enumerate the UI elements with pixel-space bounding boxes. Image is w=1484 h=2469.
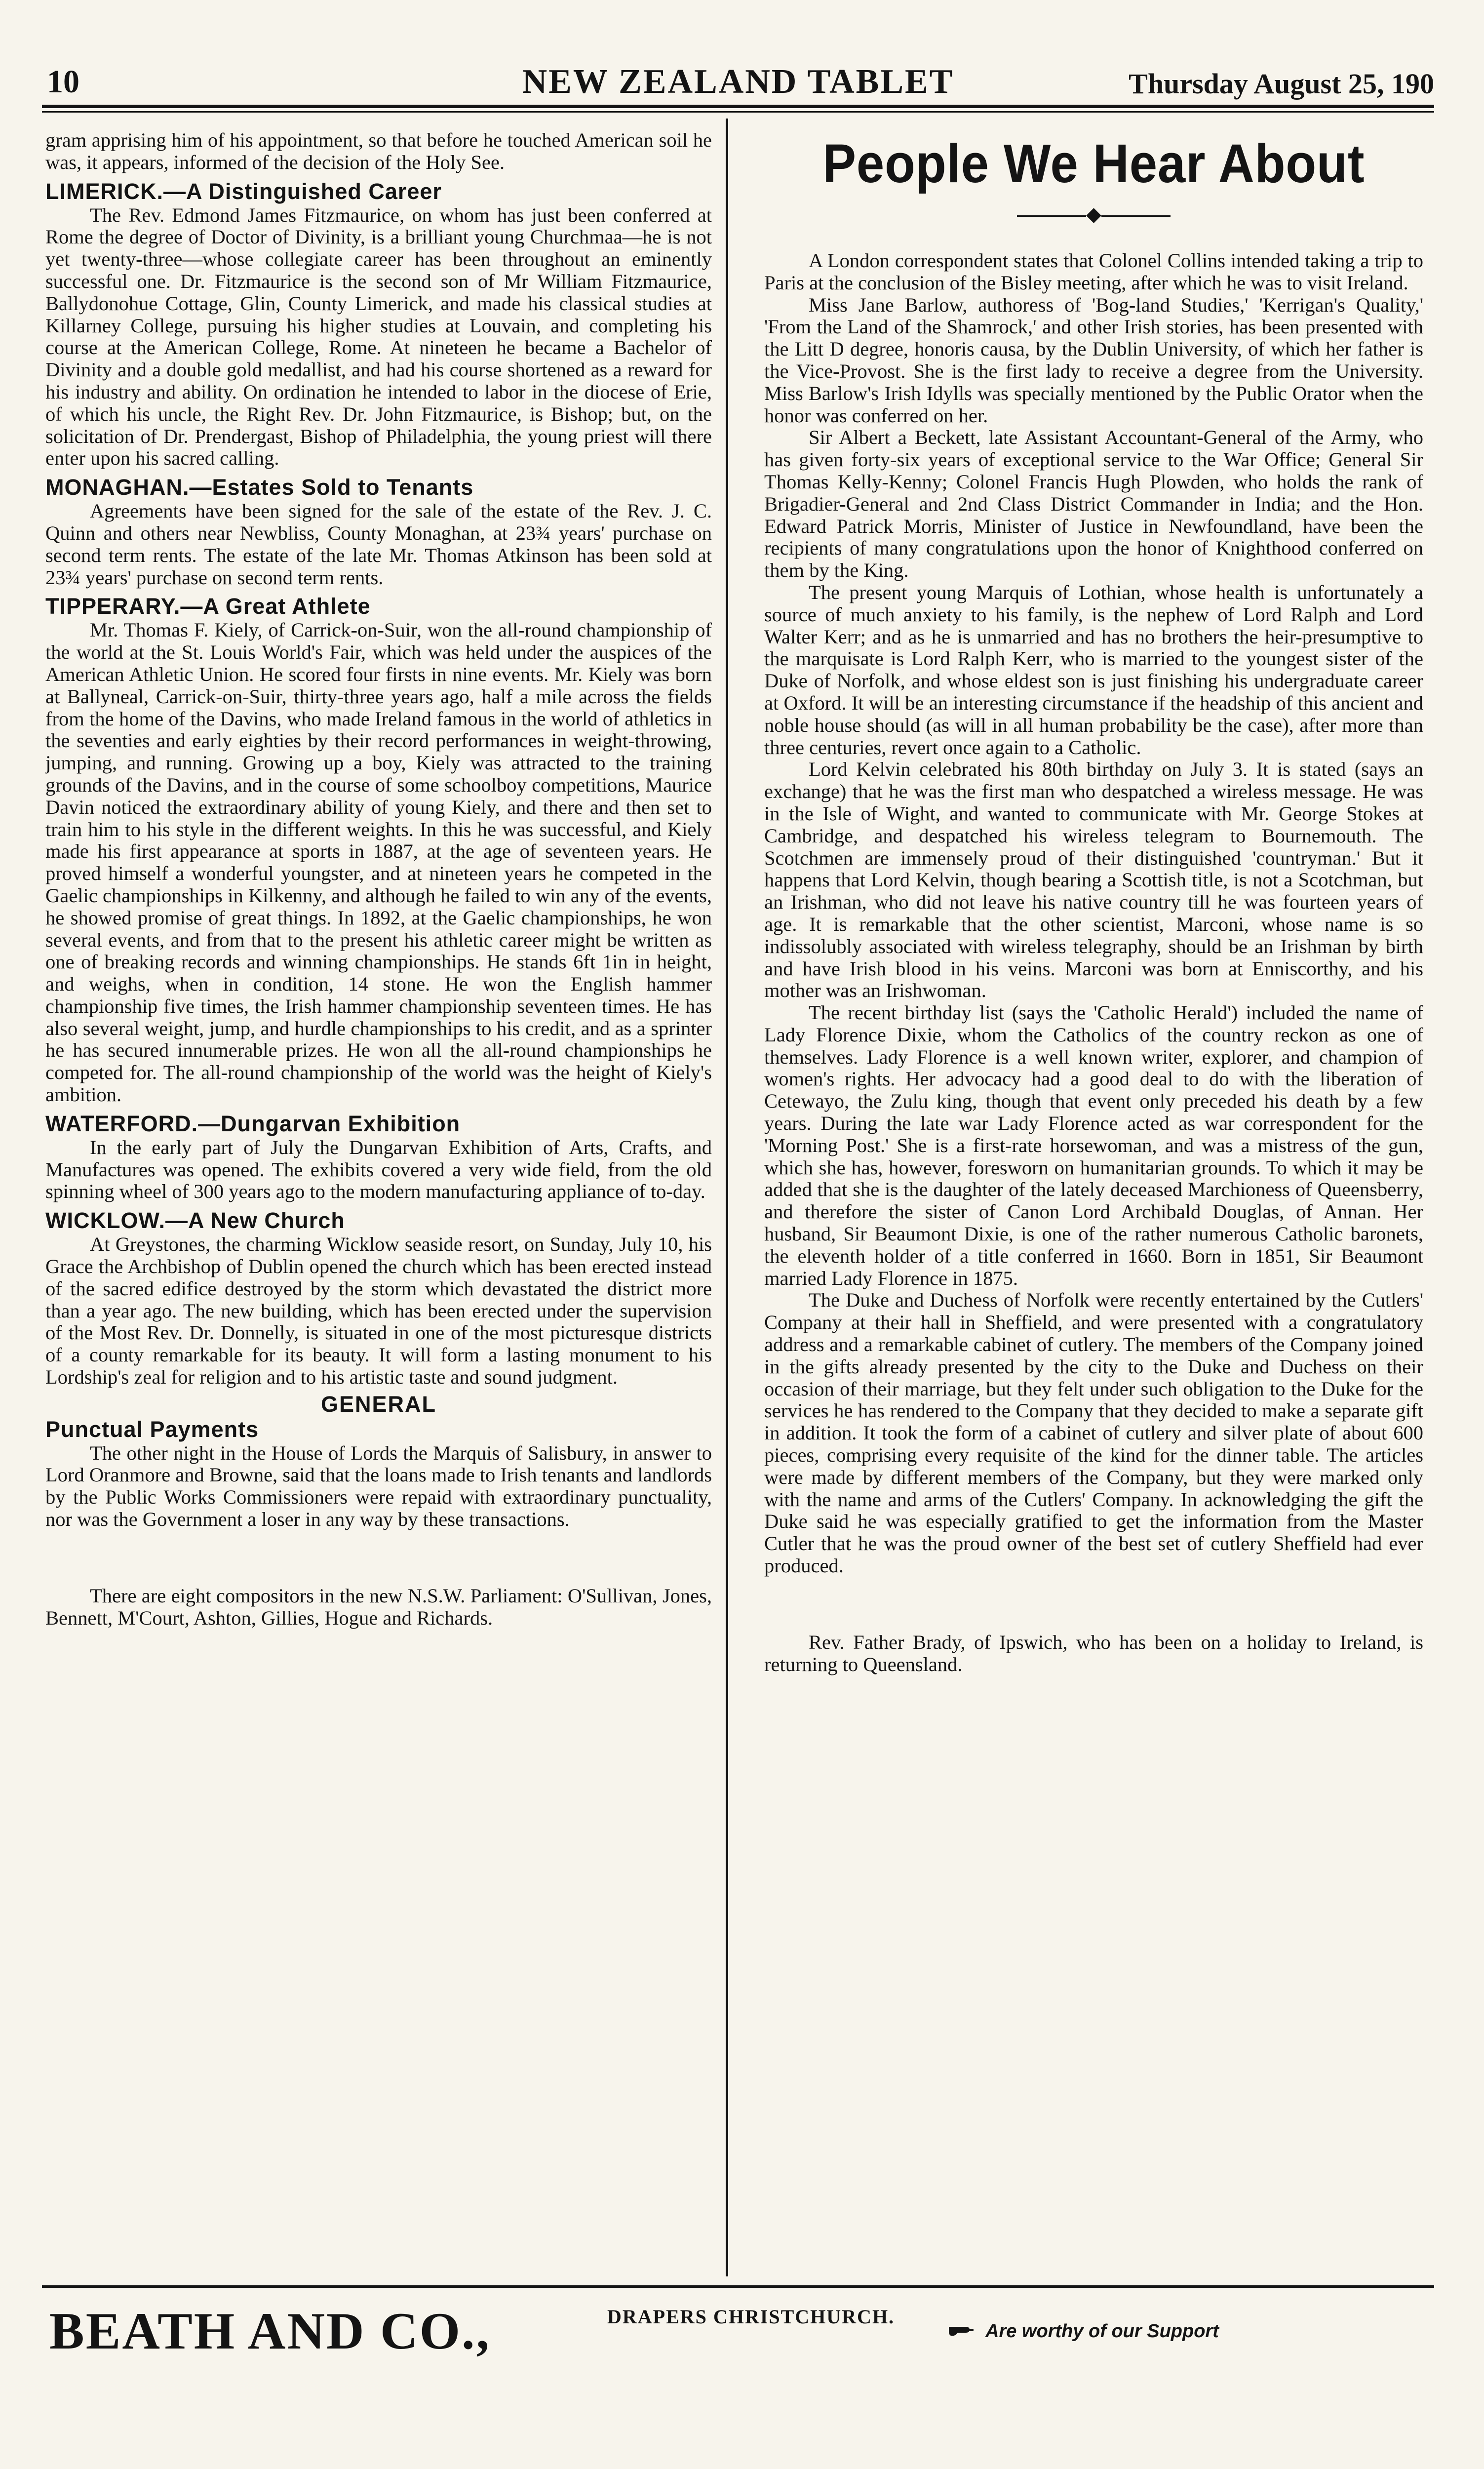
wicklow-heading: WICKLOW.—A New Church [45,1208,345,1234]
kelvin-paragraph: Lord Kelvin celebrated his 80th birthday on July 3. It is stated (says an exchange) that he was the first man who despatched a wireless message. He was in the Isle of Wight, and wanted to communicate with Mr. George Stokes at Cambridge, and despatched his wireless telegram to Bournemouth. The Scotchmen are immensely proud of their distinguished 'countryman.' But it happens that Lord Kelvin, though bearing a Scottish title, is not a Scotchman, but an Irishman, who did not leave his native country till he was fourteen years of age. It is remarkable that the other scientist, Marconi, whose name is so indissolubly associated with wireless telegraphy, should be an Irishman by birth and have Irish blood in his veins. Marconi was born at Enniscorthy, and his mother was an Irishwoman. [764,758,1423,1002]
title-ornament: ◆ [764,203,1423,225]
lothian-paragraph: The present young Marquis of Lothian, whose health is unfortunately a source of much anxiety to his family, is the nephew of Lord Ralph and Lord Walter Kerr; and as he is unmarried and has no brothers the heir-presumptive to the marquisate is Lord Ralph Kerr, who is married to the youngest sister of the Duke of Norfolk, and whose eldest son is just finishing his undergraduate career at Oxford. It will be an interesting circumstance if the headship of this ancient and noble house should (as will in all human probability be the case), after more than three centuries, revert once again to a Catholic. [764,581,1423,758]
column-divider [726,119,728,2276]
section-title: People We Hear About [822,133,1365,194]
compositors-notice: There are eight compositors in the new N.S.W. Parliament: O'Sullivan, Jones, Bennett, M'Court, Ashton, Gillies, Hogue and Richards. [45,1584,712,1629]
masthead-title: NEW ZEALAND TABLET [522,63,954,101]
page-number: 10 [47,64,79,100]
limerick-heading: LIMERICK.—A Distinguished Career [45,178,442,204]
issue-date: Thursday August 25, 190 [1129,68,1434,100]
tipperary-heading: TIPPERARY.—A Great Athlete [45,594,371,619]
left-column [45,129,712,2263]
tipperary-paragraph: Mr. Thomas F. Kiely, of Carrick-on-Suir, won the all-round championship of the world at the St. Louis World's Fair, which was held under the auspices of the American Athletic Union. He scored four firsts in nine events. Mr. Kiely was born at Ballyneal, Carrick-on-Suir, thirty-three years ago, half a mile across the fields from the home of the Davins, who made Ireland famous in the world of athletics in the seventies and early eighties by their record performances in weight-throwing, jumping, and running. Growing up a boy, Kiely was attracted to the training grounds of the Davins, and in the course of some schoolboy competitions, Maurice Davin noticed the extraordinary ability of young Kiely, and there and then set to train him to his style in the different weights. In this he was successful, and Kiely made his first appearance at sports in 1887, at the age of seventeen years. He proved himself a wonderful youngster, and at nineteen years he competed in the Gaelic championships in Kilkenny, and although he failed to win any of the events, he showed promise of great things. In 1892, at the Gaelic championships, he won several events, and from that to the present his athletic career might be written as one of breaking records and winning championships. He stands 6ft 1in in height, and weighs, when in condition, 14 stone. He won the English hammer championship five times, the Irish hammer championship seventeen times. He has also several weight, jump, and hurdle championships to his credit, and as a sprinter he has secured innumerable prizes. He won all the all-round championships he competed for. The all-round championship of the world was the height of Kiely's ambition. [45,619,712,1106]
header-rule-thin [42,111,1434,113]
advertiser-name: BEATH AND CO., [49,2302,491,2360]
footer-rule [42,2285,1434,2288]
punctual-payments-paragraph: The other night in the House of Lords the Marquis of Salisbury, in answer to Lord Oranmore and Browne, said that the loans made to Irish tenants and landlords by the Public Works Commissioners were repaid with extraordinary punctuality, nor was the Government a loser in any way by these transactions. [45,1441,712,1531]
brady-notice: Rev. Father Brady, of Ipswich, who has been on a holiday to Ireland, is returning to Queensland. [764,1631,1423,1675]
wicklow-paragraph: At Greystones, the charming Wicklow seaside resort, on Sunday, July 10, his Grace the Archbishop of Dublin opened the church which has been erected instead of the sacred edifice destroyed by the storm which devastated the district more than a year ago. The new building, which has been erected under the supervision of the Most Rev. Dr. Donnelly, is situated in one of the most picturesque districts of a county remarkable for its beauty. It will form a lasting monument to his Lordship's zeal for religion and to his artistic taste and sound judgment. [45,1233,712,1389]
advert-slogan [948,2321,1219,2343]
collins-paragraph: A London correspondent states that Colonel Collins intended taking a trip to Paris at the conclusion of the Bisley meeting, after which he was to visit Ireland. [764,249,1423,294]
pointing-hand-icon [948,2321,975,2343]
general-heading: GENERAL [320,1391,436,1417]
waterford-paragraph: In the early part of July the Dungarvan Exhibition of Arts, Crafts, and Manufactures was opened. The exhibits covered a very wide field, from the old spinning wheel of 300 years ago to the modern manufacturing appliance of to-day. [45,1136,712,1203]
limerick-paragraph: The Rev. Edmond James Fitzmaurice, on whom has just been conferred at Rome the degree of Doctor of Divinity, is a brilliant young Churchmaa—he is not yet twenty-three—whose collegiate career has been throughout an eminently successful one. Dr. Fitzmaurice is the second son of Mr William Fitzmaurice, Ballydonohue Cottage, Glin, County Limerick, and made his classical studies at Killarney College, pursuing his higher studies at Louvain, and completing his course at the American College, Rome. At nineteen he became a Bachelor of Divinity and a double gold medallist, and had his course shortened as a reward for his industry and ability. On ordination he intended to labor in the diocese of Erie, of which his uncle, the Right Rev. Dr. John Fitzmaurice, is Bishop; but, on the solicitation of Dr. Prendergast, Bishop of Philadelphia, the young priest will there enter upon his sacred calling. [45,203,712,470]
right-column [764,129,1423,2263]
intro-paragraph: gram apprising him of his appointment, so that before he touched American soil he was, it appears, informed of the decision of the Holy See. [45,129,712,173]
monaghan-paragraph: Agreements have been signed for the sale of the estate of the Rev. J. C. Quinn and others near Newbliss, County Monaghan, at 23¾ years' purchase on second term rents. The estate of the late Mr. Thomas Atkinson has been sold at 23¾ years' purchase on second term rents. [45,500,712,589]
barlow-paragraph: Miss Jane Barlow, authoress of 'Bog-land Studies,' 'Kerrigan's Quality,' 'From the Land of the Shamrock,' and other Irish stories, has been presented with the Litt D degree, honoris causa, by the Dublin University, of which her father is the Vice-Provost. She is the first lady to receive a degree from the University. Miss Barlow's Irish Idylls was specially mentioned by the Public Orator when the honor was conferred on her. [764,293,1423,427]
slogan-text: Are worthy of our Support [985,2321,1219,2342]
dixie-paragraph: The recent birthday list (says the 'Catholic Herald') included the name of Lady Florence Dixie, whom the Catholics of the country reckon as one of themselves. Lady Florence is a well known writer, explorer, and champion of women's rights. Her advocacy had a good deal to do with the liberation of Cetewayo, the Zulu king, though that event only preceded his death by a few years. During the late war Lady Florence acted as war correspondent for the 'Morning Post.' She is a first-rate horsewoman, and was a mistress of the gun, which she has, however, foresworn on humanitarian grounds. To which it may be added that she is the daughter of the lately deceased Marchioness of Queensberry, and therefore the sister of Canon Lord Archibald Douglas, of Annan. Her husband, Sir Beaumont Dixie, is one of the rather numerous Catholic baronets, the eleventh holder of a title conferred in 1660. Born in 1851, Sir Beaumont married Lady Florence in 1875. [764,1001,1423,1289]
advertiser-location: DRAPERS CHRISTCHURCH. [607,2306,895,2328]
waterford-heading: WATERFORD.—Dungarvan Exhibition [45,1111,461,1136]
norfolk-paragraph: The Duke and Duchess of Norfolk were recently entertained by the Cutlers' Company at their hall in Sheffield, and were presented with a congratulatory address and a remarkable cabinet of cutlery. The members of the Company joined in the gifts already presented by the city to the Duke and Duchess on their occasion of their marriage, but they felt under such obligation to the Duke for the services he has rendered to the Company that they decided to make a separate gift in addition. It took the form of a cabinet of cutlery and silver plate of about 600 pieces, comprising every requisite of the kind for the dinner table. The articles were made by different members of the Company, but they were marked only with the name and arms of the Cutlers' Company. In acknowledging the gift the Duke said he was especially gratified to get the information from the Master Cutler that he was the proud owner of the best set of cutlery Sheffield had ever produced. [764,1289,1423,1577]
header-rule [42,105,1434,108]
knighthood-paragraph: Sir Albert a Beckett, late Assistant Accountant-General of the Army, who has given forty-six years of exceptional service to the War Office; General Sir Thomas Kelly-Kenny; Colonel Francis Hugh Plowden, who holds the rank of Brigadier-General and 2nd Class District Commander in India; and the Hon. Edward Patrick Morris, Minister of Justice in Newfoundland, have been the recipients of many congratulations upon the honor of Knighthood conferred on them by the King. [764,426,1423,582]
punctual-payments-heading: Punctual Payments [45,1416,259,1442]
monaghan-heading: MONAGHAN.—Estates Sold to Tenants [45,475,474,500]
